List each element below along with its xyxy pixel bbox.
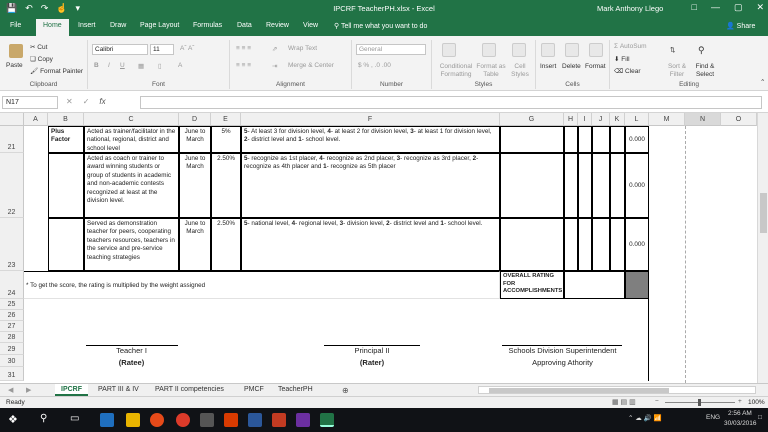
f22-rating-5: 5 bbox=[244, 155, 248, 162]
column-header-i[interactable]: I bbox=[578, 113, 592, 126]
f23-desc-5: - national level, bbox=[247, 220, 292, 227]
select-all-corner[interactable] bbox=[0, 113, 24, 126]
cell-g21[interactable] bbox=[500, 126, 564, 153]
f21-desc-3: - at least 1 for division level, bbox=[413, 128, 492, 135]
approver-label: Approving Athority bbox=[532, 358, 593, 367]
column-header-c[interactable]: C bbox=[84, 113, 179, 126]
right-border-line bbox=[648, 299, 649, 381]
next-sheet-icon[interactable]: ▶ bbox=[26, 387, 32, 394]
paste-icon[interactable] bbox=[9, 44, 23, 58]
cells-group bbox=[536, 40, 610, 89]
cell-k21[interactable] bbox=[610, 126, 625, 153]
insert-function-icon[interactable]: fx bbox=[99, 97, 106, 106]
ribbon-tabs bbox=[0, 18, 768, 36]
cell-d23[interactable]: June to March bbox=[179, 218, 211, 271]
maximize-button[interactable]: ▢ bbox=[733, 2, 743, 12]
cell-i23[interactable] bbox=[578, 218, 592, 271]
cell-b23[interactable] bbox=[48, 218, 84, 271]
cell-l21[interactable]: 0.000 bbox=[625, 126, 649, 153]
cell-j23[interactable] bbox=[592, 218, 610, 271]
f22-rating-4: 4 bbox=[319, 155, 323, 162]
tab-page-layout[interactable]: Page Layout bbox=[140, 22, 180, 29]
tab-view[interactable]: View bbox=[303, 22, 319, 29]
f23-desc-3: - division level, bbox=[343, 220, 387, 227]
italic-icon[interactable]: I bbox=[108, 62, 110, 69]
delete-cells-icon[interactable] bbox=[565, 43, 579, 57]
conditional-formatting-button[interactable]: Conditional Formatting bbox=[439, 63, 473, 78]
editing-group bbox=[610, 40, 768, 89]
collapse-ribbon-icon[interactable]: ⌃ bbox=[760, 79, 766, 86]
autosum-label: AutoSum bbox=[619, 43, 647, 50]
column-header-a[interactable]: A bbox=[24, 113, 48, 126]
account-name[interactable]: Mark Anthony Llego bbox=[597, 4, 664, 13]
touch-mode-icon[interactable]: ☝ bbox=[56, 3, 68, 13]
share-button[interactable]: 👤 Share bbox=[726, 23, 756, 30]
cell-h21[interactable] bbox=[564, 126, 578, 153]
insert-cells-button[interactable]: Insert bbox=[540, 63, 557, 70]
cell-g22[interactable] bbox=[500, 153, 564, 218]
worksheet-grid[interactable] bbox=[0, 113, 768, 383]
indent-icon[interactable]: ⇥ bbox=[272, 63, 278, 70]
format-painter-button[interactable]: 🖌 Format Painter bbox=[30, 68, 84, 75]
clock-time[interactable]: 2:56 AM bbox=[728, 410, 752, 417]
sheet-tab-part-ii-competencies[interactable]: PART II competencies bbox=[155, 386, 224, 393]
f21-desc-1: - school level. bbox=[301, 136, 341, 144]
row-header-21[interactable]: 21 bbox=[0, 126, 24, 153]
prev-sheet-icon[interactable]: ◀ bbox=[8, 387, 14, 394]
copy-button[interactable]: ❏ Copy bbox=[30, 56, 53, 63]
row-header-27[interactable]: 27 bbox=[0, 321, 24, 332]
excel-icon[interactable] bbox=[320, 413, 334, 427]
f23-desc-2: - district level and bbox=[389, 220, 441, 227]
f21-desc-4: - at least 2 for division level, bbox=[330, 128, 411, 135]
tray-icons[interactable]: ⌃ ☁ 🔊 📶 bbox=[628, 415, 662, 422]
tab-review[interactable]: Review bbox=[266, 22, 289, 29]
enter-formula-icon[interactable]: ✓ bbox=[82, 97, 90, 106]
formula-input[interactable] bbox=[140, 96, 762, 109]
zoom-out-button[interactable]: − bbox=[655, 398, 659, 405]
cell-d21[interactable]: June to March bbox=[179, 126, 211, 153]
cell-styles-icon[interactable] bbox=[512, 43, 526, 57]
row-header-25[interactable]: 25 bbox=[0, 299, 24, 310]
horizontal-scrollbar[interactable] bbox=[478, 386, 756, 394]
fill-label: Fill bbox=[621, 56, 630, 63]
edge-browser-icon[interactable] bbox=[100, 413, 114, 427]
f22-rating-2: 2 bbox=[472, 155, 477, 162]
column-header-e[interactable]: E bbox=[211, 113, 241, 126]
f22-rating-3: 3 bbox=[396, 155, 401, 162]
notification-icon[interactable]: □ bbox=[758, 414, 762, 421]
ratee-label: (Ratee) bbox=[118, 358, 145, 367]
onenote-icon[interactable] bbox=[296, 413, 310, 427]
column-header-g[interactable]: G bbox=[500, 113, 564, 126]
cell-g24[interactable]: OVERALL RATING FOR ACCOMPLISHMENTS bbox=[500, 271, 564, 299]
fill-color-icon[interactable]: ▯ bbox=[158, 63, 162, 70]
zoom-slider-thumb[interactable] bbox=[698, 399, 701, 406]
calculator-icon[interactable] bbox=[200, 413, 214, 427]
font-label: Font bbox=[151, 81, 165, 88]
horizontal-scroll-thumb[interactable] bbox=[489, 388, 669, 393]
tell-me-label: Tell me what you want to do bbox=[340, 23, 428, 30]
firefox-icon[interactable] bbox=[150, 413, 164, 427]
cell-h23[interactable] bbox=[564, 218, 578, 271]
f23-rating-4: 4 bbox=[291, 220, 296, 227]
font-size-combo[interactable]: 11 bbox=[150, 44, 174, 55]
search-icon[interactable]: ⚲ bbox=[40, 413, 48, 424]
grow-shrink-font-icon[interactable]: Aˆ Aˇ bbox=[180, 45, 195, 52]
styles-group bbox=[432, 40, 536, 89]
ribbon bbox=[0, 36, 768, 91]
align-left-icons[interactable]: ≡ ≡ ≡ bbox=[236, 62, 251, 69]
cell-k23[interactable] bbox=[610, 218, 625, 271]
tab-data[interactable]: Data bbox=[237, 22, 252, 29]
language-indicator[interactable]: ENG bbox=[706, 414, 721, 421]
wrap-text-button[interactable]: Wrap Text bbox=[288, 45, 318, 52]
underline-icon[interactable]: U bbox=[120, 62, 125, 69]
f21-rating-4: 4 bbox=[327, 128, 331, 135]
sheet-tab-teacherph[interactable]: TeacherPH bbox=[278, 386, 313, 393]
styles-label: Styles bbox=[474, 81, 493, 88]
cell-c21[interactable]: Acted as trainer/facilitator in the national, regional, district and school level bbox=[84, 126, 179, 153]
zoom-level[interactable]: 100% bbox=[748, 399, 765, 406]
cell-e21[interactable]: 5% bbox=[211, 126, 241, 153]
fill-button[interactable]: ⬇ Fill bbox=[614, 56, 630, 63]
editing-label: Editing bbox=[679, 81, 699, 88]
cell-b21[interactable]: Plus Factor bbox=[48, 126, 84, 153]
column-header-d[interactable]: D bbox=[179, 113, 211, 126]
number-label: Number bbox=[379, 81, 404, 88]
f21-rating-2: 2 bbox=[244, 136, 248, 144]
formula-bar bbox=[0, 91, 768, 113]
file-explorer-icon[interactable] bbox=[126, 413, 140, 427]
align-top-icons[interactable]: ≡ ≡ ≡ bbox=[236, 45, 251, 52]
number-format-combo[interactable]: General bbox=[356, 44, 426, 55]
cell-b22[interactable] bbox=[48, 153, 84, 218]
f23-desc-1: - school level. bbox=[443, 220, 483, 227]
save-icon[interactable]: 💾 bbox=[6, 3, 18, 13]
font-color-icon[interactable]: A bbox=[178, 62, 183, 69]
f23-rating-1: 1 bbox=[440, 220, 444, 227]
row-header-22[interactable]: 22 bbox=[0, 153, 24, 218]
cell-k22[interactable] bbox=[610, 153, 625, 218]
alignment-group bbox=[230, 40, 352, 89]
f22-desc-3: - recognize as 3rd placer, bbox=[400, 155, 473, 162]
tab-home[interactable]: Home bbox=[36, 19, 69, 36]
f22-desc-4: - recognize as 2nd placer, bbox=[322, 155, 397, 162]
column-header-m[interactable]: M bbox=[649, 113, 685, 126]
sort-filter-button[interactable]: Sort & Filter bbox=[667, 63, 687, 78]
conditional-formatting-icon[interactable] bbox=[442, 43, 456, 57]
format-as-table-icon[interactable] bbox=[482, 43, 496, 57]
clock-date[interactable]: 30/03/2016 bbox=[724, 420, 757, 427]
cell-e23[interactable]: 2.50% bbox=[211, 218, 241, 271]
cell-f23[interactable] bbox=[241, 218, 500, 271]
f21-rating-5: 5 bbox=[244, 128, 248, 135]
find-select-button[interactable]: Find & Select bbox=[695, 63, 715, 78]
f23-rating-3: 3 bbox=[339, 220, 344, 227]
vertical-scroll-thumb[interactable] bbox=[760, 193, 767, 233]
column-header-b[interactable]: B bbox=[48, 113, 84, 126]
cell-h24[interactable] bbox=[564, 271, 625, 299]
cancel-formula-icon[interactable]: ✕ bbox=[66, 97, 73, 106]
alignment-label: Alignment bbox=[276, 81, 305, 88]
number-format-icons[interactable]: $ % , .0 .00 bbox=[358, 62, 391, 69]
column-header-n[interactable]: N bbox=[685, 113, 721, 126]
close-button[interactable]: ✕ bbox=[756, 2, 764, 12]
window-title: IPCRF TeacherPH.xlsx - Excel bbox=[333, 4, 435, 13]
f21-desc-2: - district level and bbox=[247, 136, 299, 144]
cell-e22[interactable]: 2.50% bbox=[211, 153, 241, 218]
copy-label: Copy bbox=[37, 56, 53, 63]
cut-label: Cut bbox=[37, 44, 48, 51]
font-name-combo[interactable]: Calibri bbox=[92, 44, 148, 55]
ratee-position: Teacher I bbox=[116, 346, 147, 355]
tab-formulas[interactable]: Formulas bbox=[193, 22, 223, 29]
new-sheet-button[interactable]: ⊕ bbox=[342, 386, 349, 395]
sheet-tab-pmcf[interactable]: PMCF bbox=[244, 386, 264, 393]
opera-icon[interactable] bbox=[272, 413, 286, 427]
cell-styles-button[interactable]: Cell Styles bbox=[511, 63, 529, 78]
column-header-h[interactable]: H bbox=[564, 113, 578, 126]
f21-rating-1: 1 bbox=[298, 136, 302, 144]
sheet-tab-part-iii-iv[interactable]: PART III & IV bbox=[98, 386, 139, 393]
f23-desc-4: - regional level, bbox=[295, 220, 340, 227]
find-icon[interactable]: ⚲ bbox=[698, 45, 705, 55]
format-cells-icon[interactable] bbox=[589, 43, 603, 57]
word-icon[interactable] bbox=[248, 413, 262, 427]
number-group bbox=[352, 40, 432, 89]
rater-label: (Rater) bbox=[359, 358, 385, 367]
rater-position: Principal II bbox=[354, 346, 390, 355]
vertical-scrollbar[interactable] bbox=[757, 113, 768, 383]
clear-label: Clear bbox=[625, 68, 641, 75]
cell-i21[interactable] bbox=[578, 126, 592, 153]
sort-filter-icon[interactable]: ⇅ bbox=[670, 47, 676, 54]
cell-i22[interactable] bbox=[578, 153, 592, 218]
title-bar bbox=[0, 0, 768, 18]
f23-rating-2: 2 bbox=[386, 220, 390, 227]
sheet-tab-bar bbox=[0, 383, 768, 396]
f22-desc-1: - recognize as 5th placer bbox=[326, 163, 396, 171]
share-label: Share bbox=[736, 23, 756, 30]
name-box[interactable]: N17 bbox=[2, 96, 58, 109]
borders-icon[interactable]: ▦ bbox=[138, 63, 145, 70]
row-header-28[interactable]: 28 bbox=[0, 332, 24, 343]
f22-rating-1: 1 bbox=[323, 163, 327, 171]
row-header-31[interactable]: 31 bbox=[0, 367, 24, 381]
cell-j21[interactable] bbox=[592, 126, 610, 153]
autosum-button[interactable]: Σ AutoSum bbox=[614, 43, 647, 50]
row-header-30[interactable]: 30 bbox=[0, 355, 24, 367]
approver-position: Schools Division Superintendent bbox=[508, 346, 617, 355]
page-break-line bbox=[685, 126, 686, 383]
cell-c22[interactable]: Acted as coach or trainer to award winning students or group of students in academic and non-academic contests recognized at least at the division level. bbox=[84, 153, 179, 218]
paste-button[interactable]: Paste bbox=[6, 62, 23, 69]
view-buttons[interactable]: ▦ ▤ ▥ bbox=[612, 399, 636, 406]
column-header-l[interactable]: L bbox=[625, 113, 649, 126]
tell-me-box[interactable]: ⚲ Tell me what you want to do bbox=[334, 23, 428, 30]
cell-g23[interactable] bbox=[500, 218, 564, 271]
sheet-tab-ipcrf[interactable]: IPCRF bbox=[55, 384, 88, 396]
tab-draw[interactable]: Draw bbox=[110, 22, 127, 29]
row-header-24[interactable]: 24 bbox=[0, 271, 24, 299]
column-header-j[interactable]: J bbox=[592, 113, 610, 126]
column-header-o[interactable]: O bbox=[721, 113, 757, 126]
f22-desc-2: - recognize as 4th placer and bbox=[244, 155, 479, 171]
windows-start-icon[interactable]: ❖ bbox=[8, 414, 18, 426]
delete-cells-button[interactable]: Delete bbox=[562, 63, 581, 70]
cell-j22[interactable] bbox=[592, 153, 610, 218]
undo-icon[interactable]: ↶ bbox=[25, 3, 33, 13]
status-text: Ready bbox=[6, 399, 25, 406]
format-cells-button[interactable]: Format bbox=[585, 63, 606, 70]
bold-icon[interactable]: B bbox=[94, 62, 99, 69]
cut-button[interactable]: ✂ Cut bbox=[30, 44, 48, 51]
cell-l23[interactable]: 0.000 bbox=[625, 218, 649, 271]
clear-button[interactable]: ⌫ Clear bbox=[614, 68, 641, 75]
column-header-k[interactable]: K bbox=[610, 113, 625, 126]
chrome-icon[interactable] bbox=[176, 413, 190, 427]
format-painter-label: Format Painter bbox=[40, 68, 84, 75]
f23-rating-5: 5 bbox=[244, 220, 248, 227]
cell-f22[interactable] bbox=[241, 153, 500, 218]
merge-center-button[interactable]: Merge & Center bbox=[288, 62, 334, 69]
row-header-26[interactable]: 26 bbox=[0, 310, 24, 321]
format-as-table-button[interactable]: Format as Table bbox=[476, 63, 506, 78]
row-header-23[interactable]: 23 bbox=[0, 218, 24, 271]
cell-d22[interactable]: June to March bbox=[179, 153, 211, 218]
windows-taskbar bbox=[0, 408, 768, 432]
powerpoint-icon[interactable] bbox=[224, 413, 238, 427]
minimize-button[interactable]: — bbox=[710, 2, 720, 12]
cell-l22[interactable]: 0.000 bbox=[625, 153, 649, 218]
redo-icon[interactable]: ↷ bbox=[40, 3, 49, 13]
insert-cells-icon[interactable] bbox=[541, 43, 555, 57]
clipboard-label: Clipboard bbox=[29, 81, 58, 88]
zoom-in-button[interactable]: + bbox=[738, 398, 742, 405]
cell-f21[interactable] bbox=[241, 126, 500, 153]
cell-h22[interactable] bbox=[564, 153, 578, 218]
f21-desc-5: - At least 3 for division level, bbox=[247, 128, 328, 135]
orientation-icon[interactable]: ⇗ bbox=[272, 46, 278, 53]
status-bar bbox=[0, 396, 768, 408]
ribbon-options-icon[interactable]: □ bbox=[691, 2, 697, 12]
f21-rating-3: 3 bbox=[410, 128, 414, 135]
cell-l24[interactable] bbox=[625, 271, 649, 299]
clipboard-group bbox=[0, 40, 88, 89]
cells-label: Cells bbox=[565, 81, 580, 88]
cell-a24[interactable]: * To get the score, the rating is multiplied by the weight assigned bbox=[24, 271, 500, 299]
font-group bbox=[88, 40, 230, 89]
task-view-icon[interactable]: ▭ bbox=[70, 413, 80, 424]
tab-file[interactable]: File bbox=[10, 22, 22, 29]
customize-qat-icon[interactable]: ▾ bbox=[75, 3, 81, 13]
f22-desc-5: - recognize as 1st placer, bbox=[247, 155, 320, 162]
row-header-29[interactable]: 29 bbox=[0, 343, 24, 355]
column-header-f[interactable]: F bbox=[241, 113, 500, 126]
tab-insert[interactable]: Insert bbox=[78, 22, 96, 29]
cell-c23[interactable]: Served as demonstration teacher for peers, cooperating teachers resources, teachers in the service and pre-service teaching strategies bbox=[84, 218, 179, 271]
